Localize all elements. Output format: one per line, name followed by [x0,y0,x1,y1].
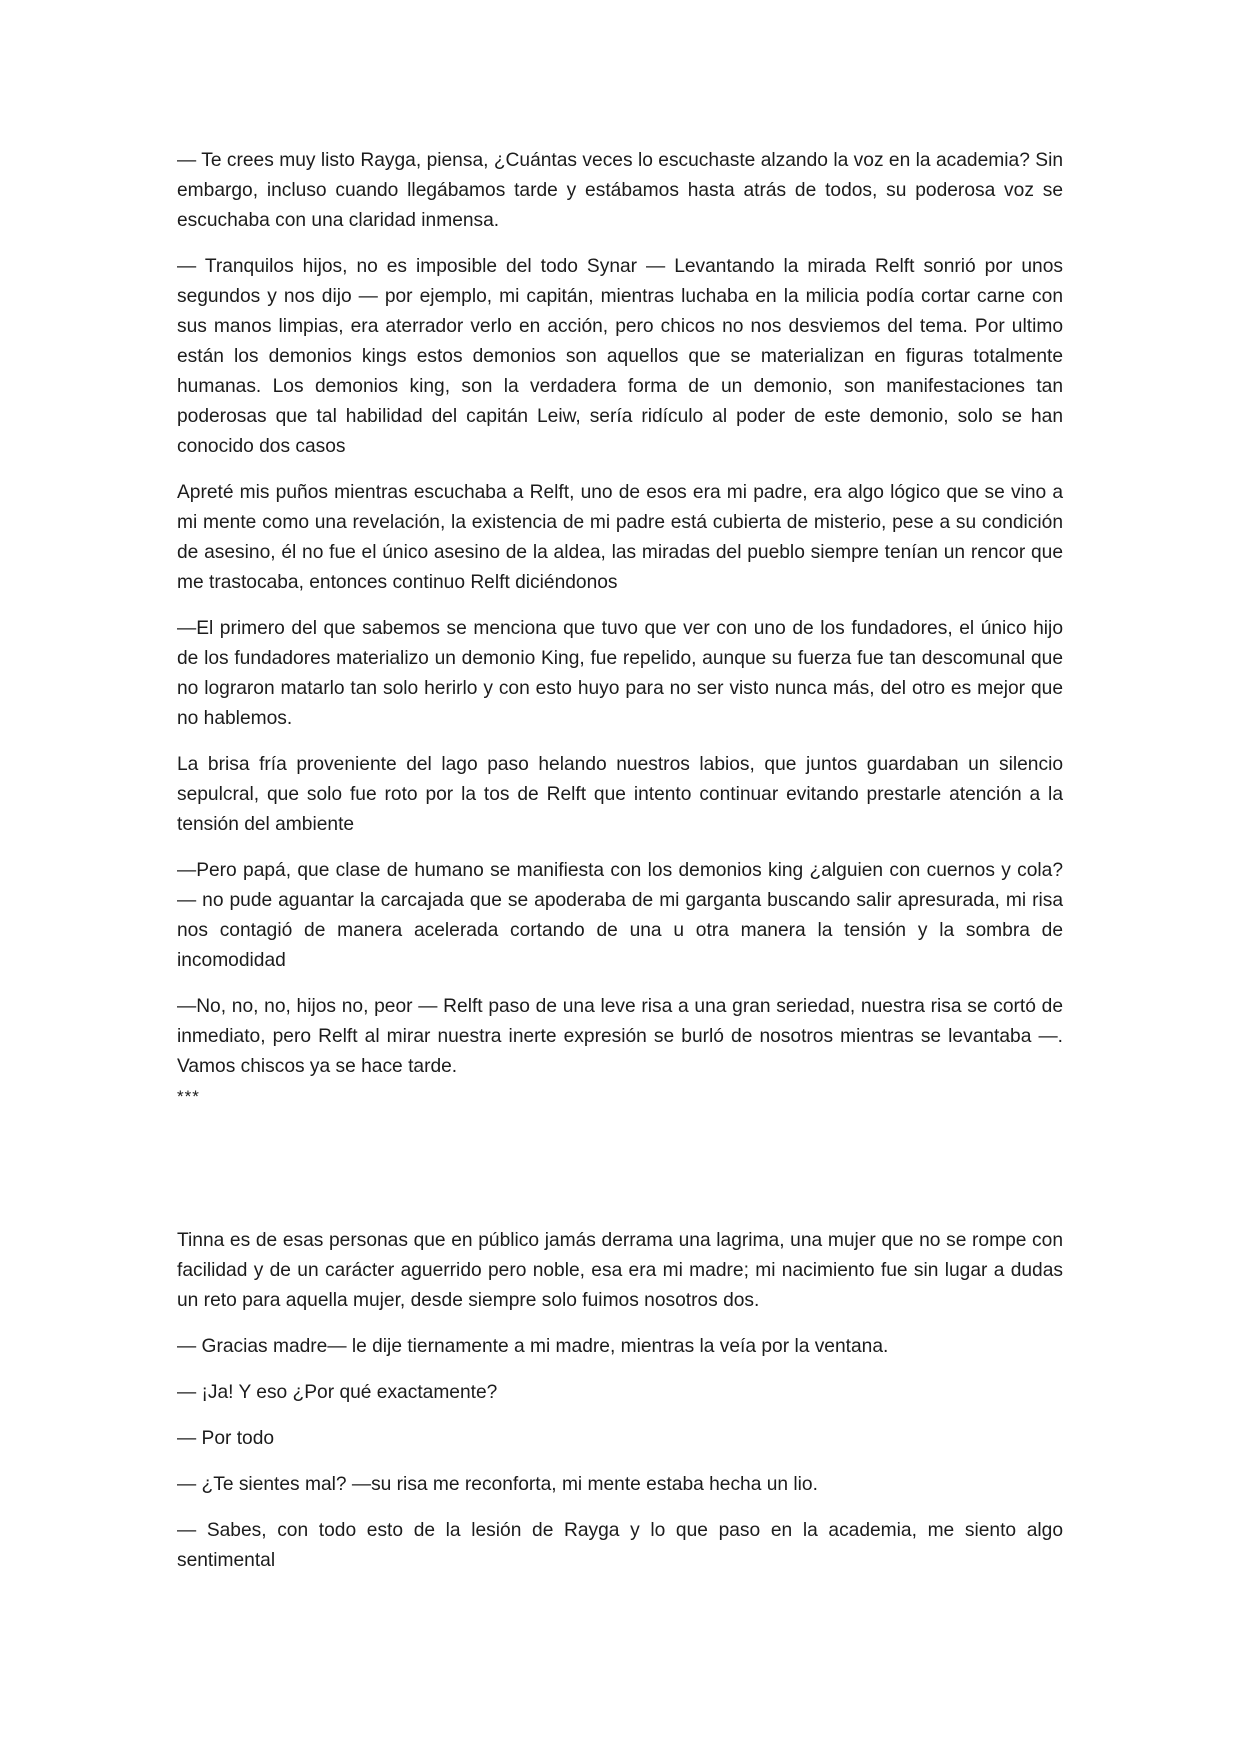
paragraph: —Pero papá, que clase de humano se manifiesta con los demonios king ¿alguien con cuernos y cola? — no pude aguantar la carcajada que se apoderaba de mi garganta buscando salir apresurada, mi risa nos contagió de manera acelerada cortando de una u otra manera la tensión y la sombra de incomodidad [177,860,1063,971]
paragraph: —El primero del que sabemos se menciona que tuvo que ver con uno de los fundadores, el único hijo de los fundadores materializo un demonio King, fue repelido, aunque su fuerza fue tan descomunal que no lograron matarlo tan solo herirlo y con esto huyo para no ser visto nunca más, del otro es mejor que no hablemos. [177,618,1063,729]
paragraph: Apreté mis puños mientras escuchaba a Relft, uno de esos era mi padre, era algo lógico que se vino a mi mente como una revelación, la existencia de mi padre está cubierta de misterio, pese a su condición de asesino, él no fue el único asesino de la aldea, las miradas del pueblo siempre tenían un rencor que me trastocaba, entonces continuo Relft diciéndonos [177,482,1063,593]
dialogue-line: — Por todo [177,1428,275,1449]
scene-break: *** [177,1087,200,1106]
dialogue-line: — Sabes, con todo esto de la lesión de Rayga y lo que paso en la academia, me siento algo sentimental [177,1520,1063,1571]
scene-gap [177,1112,1063,1226]
document-page [177,146,1063,1592]
paragraph: —No, no, no, hijos no, peor — Relft paso de una leve risa a una gran seriedad, nuestra risa se cortó de inmediato, pero Relft al mirar nuestra inerte expresión se burló de nosotros mientras se levantaba —. Vamos chiscos ya se hace tarde. [177,996,1063,1077]
paragraph: Tinna es de esas personas que en público jamás derrama una lagrima, una mujer que no se rompe con facilidad y de un carácter aguerrido pero noble, esa era mi madre; mi nacimiento fue sin lugar a dudas un reto para aquella mujer, desde siempre solo fuimos nosotros dos. [177,1230,1063,1311]
dialogue-line: — ¡Ja! Y eso ¿Por qué exactamente? [177,1382,498,1403]
dialogue-line: — ¿Te sientes mal? —su risa me reconforta, mi mente estaba hecha un lio. [177,1474,818,1495]
paragraph: La brisa fría proveniente del lago paso helando nuestros labios, que juntos guardaban un silencio sepulcral, que solo fue roto por la tos de Relft que intento continuar evitando prestarle atención a la tensión del ambiente [177,754,1063,835]
dialogue-line: — Gracias madre— le dije tiernamente a mi madre, mientras la veía por la ventana. [177,1336,889,1357]
paragraph: — Te crees muy listo Rayga, piensa, ¿Cuántas veces lo escuchaste alzando la voz en la academia? Sin embargo, incluso cuando llegábamos tarde y estábamos hasta atrás de todos, su poderosa voz se escuchaba con una claridad inmensa. [177,150,1063,231]
paragraph: — Tranquilos hijos, no es imposible del todo Synar — Levantando la mirada Relft sonrió por unos segundos y nos dijo — por ejemplo, mi capitán, mientras luchaba en la milicia podía cortar carne con sus manos limpias, era aterrador verlo en acción, pero chicos no nos desviemos del tema. Por ultimo están los demonios kings estos demonios son aquellos que se materializan en figuras totalmente humanas. Los demonios king, son la verdadera forma de un demonio, son manifestaciones tan poderosas que tal habilidad del capitán Leiw, sería ridículo al poder de este demonio, solo se han conocido dos casos [177,256,1063,457]
